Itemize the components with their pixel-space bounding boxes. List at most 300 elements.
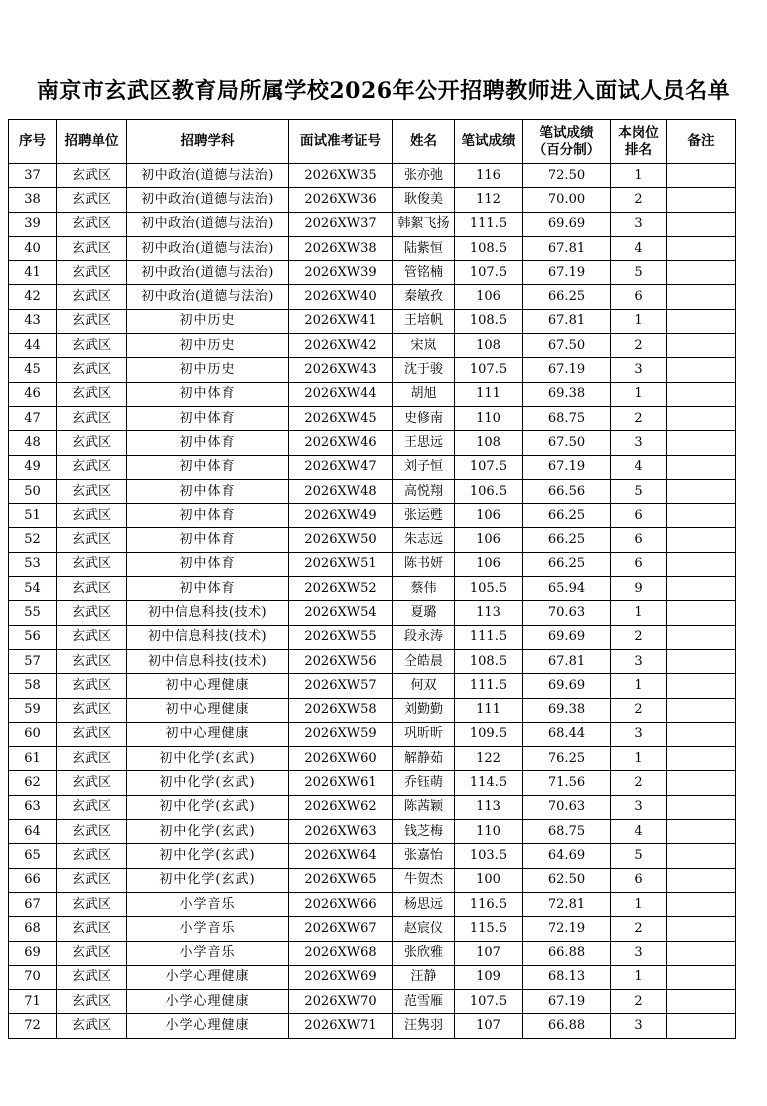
cell-remark bbox=[667, 674, 736, 698]
cell-written-score: 107 bbox=[455, 1014, 523, 1038]
cell-unit: 玄武区 bbox=[57, 844, 127, 868]
cell-seq: 58 bbox=[9, 674, 57, 698]
table-row bbox=[9, 965, 736, 989]
cell-remark bbox=[667, 747, 736, 771]
cell-subject: 初中心理健康 bbox=[127, 674, 289, 698]
cell-ticket: 2026XW37 bbox=[289, 212, 393, 236]
cell-subject: 初中政治(道德与法治) bbox=[127, 164, 289, 188]
cell-remark bbox=[667, 236, 736, 260]
cell-rank: 2 bbox=[611, 698, 667, 722]
table-row bbox=[9, 188, 736, 212]
cell-written-score: 109 bbox=[455, 965, 523, 989]
cell-name: 刘勤勤 bbox=[393, 698, 455, 722]
cell-subject: 初中历史 bbox=[127, 358, 289, 382]
table-row bbox=[9, 990, 736, 1014]
cell-seq: 56 bbox=[9, 625, 57, 649]
table-header-row bbox=[9, 120, 736, 164]
cell-name: 杨思远 bbox=[393, 892, 455, 916]
cell-name: 宋岚 bbox=[393, 334, 455, 358]
cell-ticket: 2026XW52 bbox=[289, 577, 393, 601]
cell-name: 张亦弛 bbox=[393, 164, 455, 188]
cell-ticket: 2026XW70 bbox=[289, 990, 393, 1014]
table-row bbox=[9, 552, 736, 576]
cell-seq: 46 bbox=[9, 382, 57, 406]
cell-remark bbox=[667, 261, 736, 285]
cell-unit: 玄武区 bbox=[57, 820, 127, 844]
cell-percent-score: 67.50 bbox=[523, 431, 611, 455]
header-name: 姓名 bbox=[393, 120, 455, 164]
cell-rank: 1 bbox=[611, 747, 667, 771]
cell-unit: 玄武区 bbox=[57, 1014, 127, 1038]
cell-ticket: 2026XW38 bbox=[289, 236, 393, 260]
cell-written-score: 106.5 bbox=[455, 479, 523, 503]
cell-remark bbox=[667, 406, 736, 430]
cell-remark bbox=[667, 698, 736, 722]
cell-subject: 小学音乐 bbox=[127, 917, 289, 941]
cell-percent-score: 66.25 bbox=[523, 528, 611, 552]
header-subject: 招聘学科 bbox=[127, 120, 289, 164]
table-row bbox=[9, 236, 736, 260]
cell-unit: 玄武区 bbox=[57, 431, 127, 455]
cell-seq: 49 bbox=[9, 455, 57, 479]
cell-percent-score: 72.19 bbox=[523, 917, 611, 941]
cell-written-score: 111.5 bbox=[455, 674, 523, 698]
cell-seq: 41 bbox=[9, 261, 57, 285]
cell-unit: 玄武区 bbox=[57, 990, 127, 1014]
cell-remark bbox=[667, 722, 736, 746]
table-row bbox=[9, 479, 736, 503]
cell-percent-score: 69.69 bbox=[523, 625, 611, 649]
cell-seq: 71 bbox=[9, 990, 57, 1014]
cell-percent-score: 66.88 bbox=[523, 1014, 611, 1038]
cell-unit: 玄武区 bbox=[57, 479, 127, 503]
cell-ticket: 2026XW56 bbox=[289, 649, 393, 673]
cell-unit: 玄武区 bbox=[57, 868, 127, 892]
cell-unit: 玄武区 bbox=[57, 747, 127, 771]
cell-ticket: 2026XW57 bbox=[289, 674, 393, 698]
cell-rank: 6 bbox=[611, 868, 667, 892]
cell-remark bbox=[667, 1014, 736, 1038]
table-row bbox=[9, 406, 736, 430]
cell-percent-score: 68.44 bbox=[523, 722, 611, 746]
cell-percent-score: 69.38 bbox=[523, 698, 611, 722]
cell-written-score: 111 bbox=[455, 698, 523, 722]
cell-remark bbox=[667, 334, 736, 358]
cell-rank: 3 bbox=[611, 795, 667, 819]
cell-seq: 52 bbox=[9, 528, 57, 552]
header-written-score: 笔试成绩 bbox=[455, 120, 523, 164]
cell-name: 张欣雅 bbox=[393, 941, 455, 965]
table-row bbox=[9, 917, 736, 941]
cell-rank: 1 bbox=[611, 382, 667, 406]
cell-name: 段永涛 bbox=[393, 625, 455, 649]
cell-percent-score: 67.19 bbox=[523, 990, 611, 1014]
cell-seq: 43 bbox=[9, 309, 57, 333]
cell-remark bbox=[667, 188, 736, 212]
cell-rank: 4 bbox=[611, 236, 667, 260]
cell-subject: 初中化学(玄武) bbox=[127, 844, 289, 868]
cell-ticket: 2026XW43 bbox=[289, 358, 393, 382]
cell-percent-score: 69.69 bbox=[523, 212, 611, 236]
cell-remark bbox=[667, 309, 736, 333]
table-row bbox=[9, 455, 736, 479]
cell-unit: 玄武区 bbox=[57, 236, 127, 260]
cell-unit: 玄武区 bbox=[57, 164, 127, 188]
cell-rank: 1 bbox=[611, 164, 667, 188]
cell-subject: 初中政治(道德与法治) bbox=[127, 285, 289, 309]
cell-seq: 38 bbox=[9, 188, 57, 212]
cell-percent-score: 68.13 bbox=[523, 965, 611, 989]
header-seq: 序号 bbox=[9, 120, 57, 164]
cell-percent-score: 66.25 bbox=[523, 504, 611, 528]
header-rank bbox=[611, 120, 667, 164]
cell-rank: 3 bbox=[611, 649, 667, 673]
cell-name: 汪静 bbox=[393, 965, 455, 989]
cell-name: 陈茜颖 bbox=[393, 795, 455, 819]
cell-written-score: 108.5 bbox=[455, 309, 523, 333]
table-row bbox=[9, 528, 736, 552]
cell-unit: 玄武区 bbox=[57, 601, 127, 625]
cell-name: 夏璐 bbox=[393, 601, 455, 625]
cell-unit: 玄武区 bbox=[57, 649, 127, 673]
cell-seq: 64 bbox=[9, 820, 57, 844]
cell-subject: 小学心理健康 bbox=[127, 1014, 289, 1038]
cell-unit: 玄武区 bbox=[57, 382, 127, 406]
cell-seq: 67 bbox=[9, 892, 57, 916]
table-row bbox=[9, 358, 736, 382]
cell-name: 韩絮飞扬 bbox=[393, 212, 455, 236]
cell-ticket: 2026XW50 bbox=[289, 528, 393, 552]
cell-ticket: 2026XW45 bbox=[289, 406, 393, 430]
cell-rank: 2 bbox=[611, 406, 667, 430]
cell-unit: 玄武区 bbox=[57, 212, 127, 236]
cell-ticket: 2026XW60 bbox=[289, 747, 393, 771]
cell-ticket: 2026XW49 bbox=[289, 504, 393, 528]
table-row bbox=[9, 382, 736, 406]
cell-name: 乔钰萌 bbox=[393, 771, 455, 795]
cell-written-score: 115.5 bbox=[455, 917, 523, 941]
cell-rank: 3 bbox=[611, 722, 667, 746]
table-row bbox=[9, 212, 736, 236]
cell-name: 何双 bbox=[393, 674, 455, 698]
cell-rank: 6 bbox=[611, 285, 667, 309]
cell-subject: 初中体育 bbox=[127, 431, 289, 455]
cell-ticket: 2026XW46 bbox=[289, 431, 393, 455]
cell-percent-score: 70.63 bbox=[523, 601, 611, 625]
cell-seq: 57 bbox=[9, 649, 57, 673]
cell-unit: 玄武区 bbox=[57, 577, 127, 601]
table-row bbox=[9, 577, 736, 601]
cell-remark bbox=[667, 552, 736, 576]
cell-seq: 50 bbox=[9, 479, 57, 503]
cell-remark bbox=[667, 504, 736, 528]
cell-rank: 2 bbox=[611, 771, 667, 795]
cell-ticket: 2026XW63 bbox=[289, 820, 393, 844]
cell-unit: 玄武区 bbox=[57, 188, 127, 212]
cell-name: 钱芝梅 bbox=[393, 820, 455, 844]
cell-written-score: 107.5 bbox=[455, 990, 523, 1014]
cell-written-score: 106 bbox=[455, 285, 523, 309]
cell-remark bbox=[667, 577, 736, 601]
cell-rank: 2 bbox=[611, 334, 667, 358]
cell-rank: 3 bbox=[611, 431, 667, 455]
cell-name: 管铭楠 bbox=[393, 261, 455, 285]
cell-remark bbox=[667, 358, 736, 382]
cell-percent-score: 67.19 bbox=[523, 358, 611, 382]
document-title: 南京市玄武区教育局所属学校2026年公开招聘教师进入面试人员名单 bbox=[36, 78, 731, 104]
table-row bbox=[9, 747, 736, 771]
cell-unit: 玄武区 bbox=[57, 406, 127, 430]
cell-seq: 72 bbox=[9, 1014, 57, 1038]
cell-ticket: 2026XW66 bbox=[289, 892, 393, 916]
cell-written-score: 116 bbox=[455, 164, 523, 188]
cell-rank: 4 bbox=[611, 820, 667, 844]
cell-ticket: 2026XW41 bbox=[289, 309, 393, 333]
cell-subject: 初中信息科技(技术) bbox=[127, 625, 289, 649]
cell-percent-score: 67.19 bbox=[523, 455, 611, 479]
cell-percent-score: 70.00 bbox=[523, 188, 611, 212]
cell-remark bbox=[667, 431, 736, 455]
cell-subject: 初中体育 bbox=[127, 479, 289, 503]
cell-written-score: 105.5 bbox=[455, 577, 523, 601]
cell-unit: 玄武区 bbox=[57, 674, 127, 698]
cell-written-score: 108.5 bbox=[455, 649, 523, 673]
table-row bbox=[9, 625, 736, 649]
cell-remark bbox=[667, 965, 736, 989]
header-rank-line2: 排名 bbox=[625, 141, 652, 158]
cell-seq: 66 bbox=[9, 868, 57, 892]
cell-unit: 玄武区 bbox=[57, 625, 127, 649]
cell-written-score: 108.5 bbox=[455, 236, 523, 260]
cell-remark bbox=[667, 990, 736, 1014]
cell-written-score: 109.5 bbox=[455, 722, 523, 746]
cell-ticket: 2026XW64 bbox=[289, 844, 393, 868]
cell-name: 陆紫恒 bbox=[393, 236, 455, 260]
header-ticket: 面试准考证号 bbox=[289, 120, 393, 164]
cell-rank: 6 bbox=[611, 504, 667, 528]
cell-percent-score: 71.56 bbox=[523, 771, 611, 795]
cell-subject: 初中政治(道德与法治) bbox=[127, 212, 289, 236]
cell-name: 陈书妍 bbox=[393, 552, 455, 576]
cell-rank: 4 bbox=[611, 455, 667, 479]
cell-ticket: 2026XW36 bbox=[289, 188, 393, 212]
table-row bbox=[9, 795, 736, 819]
cell-remark bbox=[667, 868, 736, 892]
cell-name: 史修南 bbox=[393, 406, 455, 430]
cell-subject: 初中化学(玄武) bbox=[127, 771, 289, 795]
cell-seq: 69 bbox=[9, 941, 57, 965]
cell-rank: 5 bbox=[611, 479, 667, 503]
cell-subject: 小学音乐 bbox=[127, 892, 289, 916]
cell-ticket: 2026XW51 bbox=[289, 552, 393, 576]
cell-name: 张运甦 bbox=[393, 504, 455, 528]
table-row bbox=[9, 504, 736, 528]
cell-ticket: 2026XW42 bbox=[289, 334, 393, 358]
cell-seq: 61 bbox=[9, 747, 57, 771]
cell-seq: 44 bbox=[9, 334, 57, 358]
cell-rank: 3 bbox=[611, 212, 667, 236]
cell-unit: 玄武区 bbox=[57, 261, 127, 285]
cell-remark bbox=[667, 892, 736, 916]
cell-name: 汪隽羽 bbox=[393, 1014, 455, 1038]
cell-written-score: 110 bbox=[455, 820, 523, 844]
cell-name: 胡旭 bbox=[393, 382, 455, 406]
cell-written-score: 113 bbox=[455, 795, 523, 819]
candidate-table bbox=[8, 119, 736, 1039]
cell-ticket: 2026XW59 bbox=[289, 722, 393, 746]
cell-ticket: 2026XW69 bbox=[289, 965, 393, 989]
cell-unit: 玄武区 bbox=[57, 795, 127, 819]
cell-remark bbox=[667, 455, 736, 479]
cell-rank: 6 bbox=[611, 528, 667, 552]
cell-name: 高悦翔 bbox=[393, 479, 455, 503]
cell-rank: 3 bbox=[611, 1014, 667, 1038]
cell-remark bbox=[667, 820, 736, 844]
cell-written-score: 122 bbox=[455, 747, 523, 771]
cell-subject: 初中政治(道德与法治) bbox=[127, 261, 289, 285]
cell-seq: 70 bbox=[9, 965, 57, 989]
cell-subject: 初中化学(玄武) bbox=[127, 795, 289, 819]
header-percent-line2: （百分制） bbox=[532, 141, 601, 158]
cell-unit: 玄武区 bbox=[57, 358, 127, 382]
cell-subject: 初中体育 bbox=[127, 406, 289, 430]
cell-written-score: 108 bbox=[455, 431, 523, 455]
cell-seq: 48 bbox=[9, 431, 57, 455]
cell-seq: 65 bbox=[9, 844, 57, 868]
cell-rank: 3 bbox=[611, 941, 667, 965]
cell-seq: 62 bbox=[9, 771, 57, 795]
cell-written-score: 111 bbox=[455, 382, 523, 406]
header-rank-line1: 本岗位 bbox=[618, 124, 659, 141]
cell-written-score: 113 bbox=[455, 601, 523, 625]
cell-seq: 63 bbox=[9, 795, 57, 819]
cell-ticket: 2026XW35 bbox=[289, 164, 393, 188]
cell-percent-score: 70.63 bbox=[523, 795, 611, 819]
cell-ticket: 2026XW71 bbox=[289, 1014, 393, 1038]
cell-subject: 初中信息科技(技术) bbox=[127, 649, 289, 673]
cell-remark bbox=[667, 382, 736, 406]
cell-name: 蔡伟 bbox=[393, 577, 455, 601]
cell-rank: 2 bbox=[611, 917, 667, 941]
cell-percent-score: 66.88 bbox=[523, 941, 611, 965]
table-row bbox=[9, 722, 736, 746]
cell-written-score: 111.5 bbox=[455, 625, 523, 649]
cell-subject: 初中历史 bbox=[127, 309, 289, 333]
cell-seq: 37 bbox=[9, 164, 57, 188]
cell-subject: 初中体育 bbox=[127, 504, 289, 528]
cell-unit: 玄武区 bbox=[57, 285, 127, 309]
cell-unit: 玄武区 bbox=[57, 309, 127, 333]
cell-remark bbox=[667, 528, 736, 552]
cell-ticket: 2026XW62 bbox=[289, 795, 393, 819]
cell-rank: 5 bbox=[611, 844, 667, 868]
cell-percent-score: 67.81 bbox=[523, 649, 611, 673]
cell-ticket: 2026XW44 bbox=[289, 382, 393, 406]
cell-name: 范雪雁 bbox=[393, 990, 455, 1014]
cell-percent-score: 67.50 bbox=[523, 334, 611, 358]
table-row bbox=[9, 601, 736, 625]
cell-seq: 60 bbox=[9, 722, 57, 746]
cell-rank: 1 bbox=[611, 309, 667, 333]
cell-unit: 玄武区 bbox=[57, 528, 127, 552]
cell-seq: 51 bbox=[9, 504, 57, 528]
cell-ticket: 2026XW47 bbox=[289, 455, 393, 479]
header-remark: 备注 bbox=[667, 120, 736, 164]
cell-rank: 2 bbox=[611, 625, 667, 649]
cell-written-score: 107.5 bbox=[455, 358, 523, 382]
cell-unit: 玄武区 bbox=[57, 334, 127, 358]
cell-remark bbox=[667, 164, 736, 188]
cell-unit: 玄武区 bbox=[57, 892, 127, 916]
cell-remark bbox=[667, 795, 736, 819]
cell-subject: 初中心理健康 bbox=[127, 722, 289, 746]
cell-remark bbox=[667, 844, 736, 868]
cell-ticket: 2026XW61 bbox=[289, 771, 393, 795]
header-percent-score bbox=[523, 120, 611, 164]
cell-percent-score: 67.81 bbox=[523, 236, 611, 260]
cell-percent-score: 69.38 bbox=[523, 382, 611, 406]
table-row bbox=[9, 1014, 736, 1038]
cell-percent-score: 66.25 bbox=[523, 552, 611, 576]
cell-seq: 68 bbox=[9, 917, 57, 941]
cell-rank: 1 bbox=[611, 892, 667, 916]
cell-unit: 玄武区 bbox=[57, 504, 127, 528]
cell-rank: 3 bbox=[611, 358, 667, 382]
cell-name: 张嘉怡 bbox=[393, 844, 455, 868]
cell-subject: 初中体育 bbox=[127, 455, 289, 479]
cell-ticket: 2026XW40 bbox=[289, 285, 393, 309]
cell-seq: 42 bbox=[9, 285, 57, 309]
cell-seq: 59 bbox=[9, 698, 57, 722]
cell-name: 仝皓晨 bbox=[393, 649, 455, 673]
cell-written-score: 107 bbox=[455, 941, 523, 965]
cell-seq: 47 bbox=[9, 406, 57, 430]
cell-ticket: 2026XW48 bbox=[289, 479, 393, 503]
cell-remark bbox=[667, 601, 736, 625]
cell-percent-score: 62.50 bbox=[523, 868, 611, 892]
cell-rank: 1 bbox=[611, 674, 667, 698]
cell-subject: 小学音乐 bbox=[127, 941, 289, 965]
cell-name: 秦敏孜 bbox=[393, 285, 455, 309]
cell-unit: 玄武区 bbox=[57, 455, 127, 479]
table-row bbox=[9, 309, 736, 333]
cell-subject: 初中体育 bbox=[127, 528, 289, 552]
cell-percent-score: 69.69 bbox=[523, 674, 611, 698]
cell-remark bbox=[667, 625, 736, 649]
cell-percent-score: 64.69 bbox=[523, 844, 611, 868]
cell-remark bbox=[667, 649, 736, 673]
table-body bbox=[9, 164, 736, 1039]
header-unit: 招聘单位 bbox=[57, 120, 127, 164]
cell-remark bbox=[667, 479, 736, 503]
cell-seq: 53 bbox=[9, 552, 57, 576]
cell-subject: 初中化学(玄武) bbox=[127, 820, 289, 844]
cell-written-score: 106 bbox=[455, 552, 523, 576]
cell-name: 刘子恒 bbox=[393, 455, 455, 479]
cell-written-score: 116.5 bbox=[455, 892, 523, 916]
cell-percent-score: 72.50 bbox=[523, 164, 611, 188]
cell-unit: 玄武区 bbox=[57, 552, 127, 576]
cell-written-score: 106 bbox=[455, 528, 523, 552]
cell-name: 沈于骏 bbox=[393, 358, 455, 382]
cell-rank: 2 bbox=[611, 990, 667, 1014]
cell-subject: 小学心理健康 bbox=[127, 990, 289, 1014]
cell-subject: 初中化学(玄武) bbox=[127, 868, 289, 892]
cell-name: 赵宸仪 bbox=[393, 917, 455, 941]
cell-written-score: 107.5 bbox=[455, 261, 523, 285]
cell-ticket: 2026XW55 bbox=[289, 625, 393, 649]
cell-name: 巩昕昕 bbox=[393, 722, 455, 746]
